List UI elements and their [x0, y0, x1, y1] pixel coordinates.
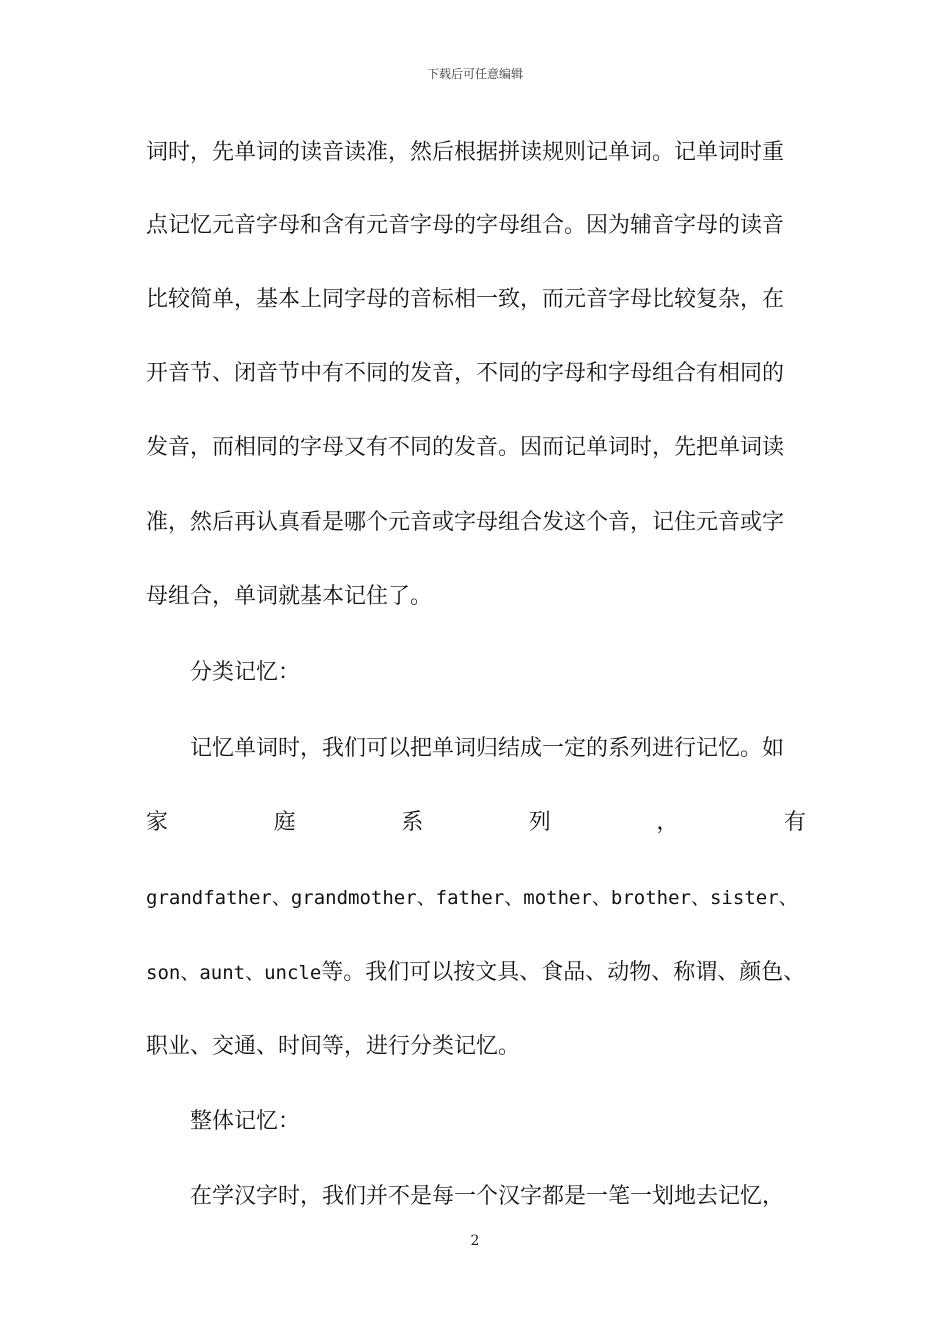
paragraph-line — [146, 958, 806, 988]
paragraph-line: 发音，而相同的字母又有不同的发音。因而记单词时，先把单词读 — [146, 435, 785, 460]
justified-char: 系 — [401, 810, 424, 835]
paragraph-line: 开音节、闭音节中有不同的发音，不同的字母和字母组合有相同的 — [146, 361, 785, 386]
paragraph-line: 在学汉字时，我们并不是每一个汉字都是一笔一划地去记忆， — [190, 1184, 785, 1209]
paragraph-line: 职业、交通、时间等，进行分类记忆。 — [146, 1034, 521, 1059]
justified-char: 有 — [783, 810, 806, 835]
justified-line — [146, 808, 806, 838]
paragraph-line: 词时，先单词的读音读准，然后根据拼读规则记单词。记单词时重 — [146, 140, 785, 165]
latin-word-run: son、aunt、uncle — [146, 962, 322, 984]
justified-char: ， — [656, 810, 679, 835]
paragraph-line: 比较简单，基本上同字母的音标相一致，而元音字母比较复杂，在 — [146, 287, 785, 312]
paragraph-line: 母组合，单词就基本记住了。 — [146, 584, 433, 609]
justified-char: 列 — [528, 810, 551, 835]
justified-char: 庭 — [273, 810, 296, 835]
section-heading-whole: 整体记忆： — [190, 1109, 301, 1134]
section-heading-classify: 分类记忆： — [190, 660, 301, 685]
page-number: 2 — [470, 1233, 480, 1249]
chinese-text-run: 等。我们可以按文具、食品、动物、称谓、颜色、 — [321, 960, 806, 985]
paragraph-line: 点记忆元音字母和含有元音字母的字母组合。因为辅音字母的读音 — [146, 213, 785, 238]
paragraph-line: grandfather、grandmother、father、mother、brother、sister、 — [146, 887, 798, 909]
paragraph-line: 记忆单词时，我们可以把单词归结成一定的系列进行记忆。如 — [190, 736, 785, 761]
paragraph-line: 准，然后再认真看是哪个元音或字母组合发这个音，记住元音或字 — [146, 510, 785, 535]
page-header: 下载后可任意编辑 — [426, 67, 523, 81]
justified-char: 家 — [146, 810, 169, 835]
